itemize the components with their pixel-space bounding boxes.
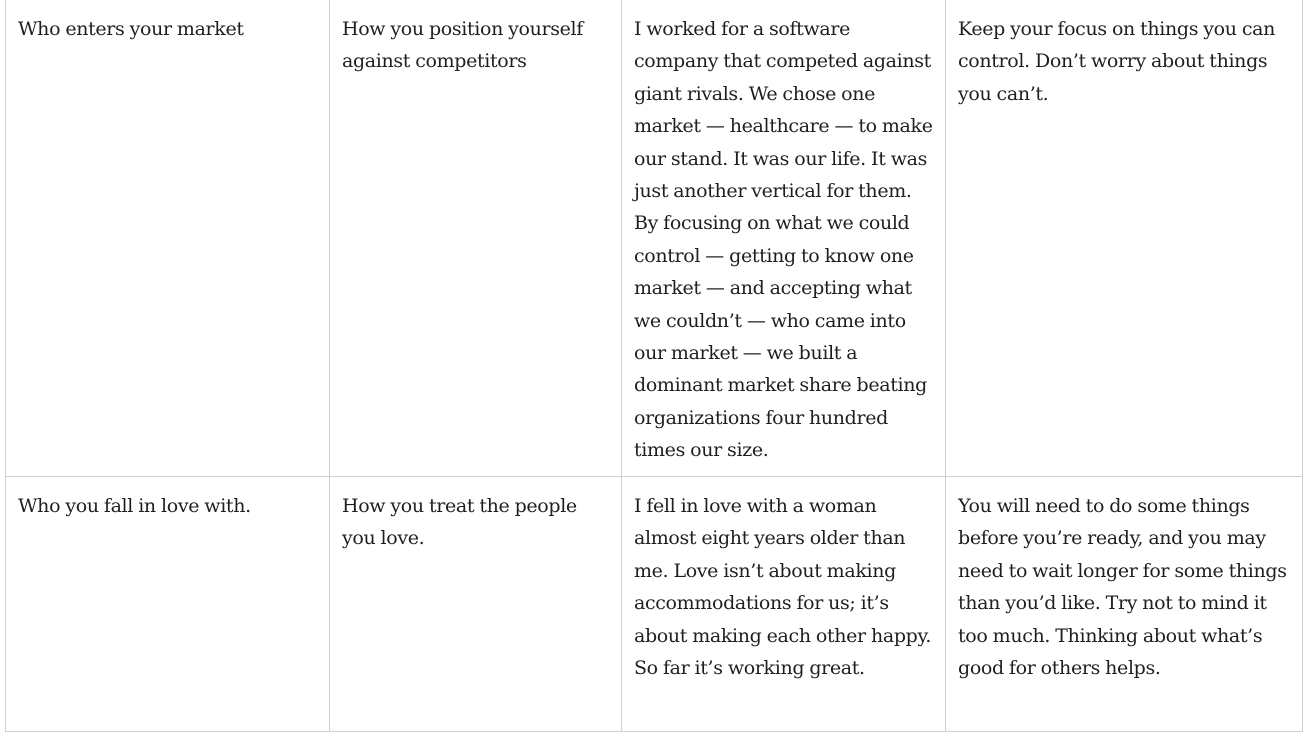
- content-table: [5, 0, 1303, 732]
- table-cell: [330, 0, 622, 477]
- cell-text: I fell in love with a woman almost eight years older than me. Love isn’t about making accommodations for us; it’s about making each other happy. So far it’s working great.: [634, 495, 932, 680]
- cell-text: Who enters your market: [18, 18, 244, 40]
- table-row: [6, 477, 1303, 732]
- cell-text: How you position yourself against competitors: [342, 18, 583, 73]
- cell-text: You will need to do some things before you’re ready, and you may need to wait longer for some things than you’d like. Try not to mind it too much. Thinking about what’s good for others helps.: [958, 495, 1287, 680]
- table-cell: [946, 477, 1303, 732]
- table-cell: [6, 477, 330, 732]
- cell-text: How you treat the people you love.: [342, 495, 577, 550]
- table-row: [6, 0, 1303, 477]
- table-cell: [622, 0, 946, 477]
- table-cell: [946, 0, 1303, 477]
- cell-text: I worked for a software company that competed against giant rivals. We chose one market — healthcare — to make our stand. It was our life. It was just another vertical for them. By focusing on what we could control — getting to know one market — and accepting what we couldn’t — who came into our market — we built a dominant market share beating organizations four hundred times our size.: [634, 18, 933, 462]
- cell-text: Keep your focus on things you can control. Don’t worry about things you can’t.: [958, 18, 1276, 105]
- table-cell: [6, 0, 330, 477]
- table-cell: [330, 477, 622, 732]
- table-cell: [622, 477, 946, 732]
- cell-text: Who you fall in love with.: [18, 495, 251, 517]
